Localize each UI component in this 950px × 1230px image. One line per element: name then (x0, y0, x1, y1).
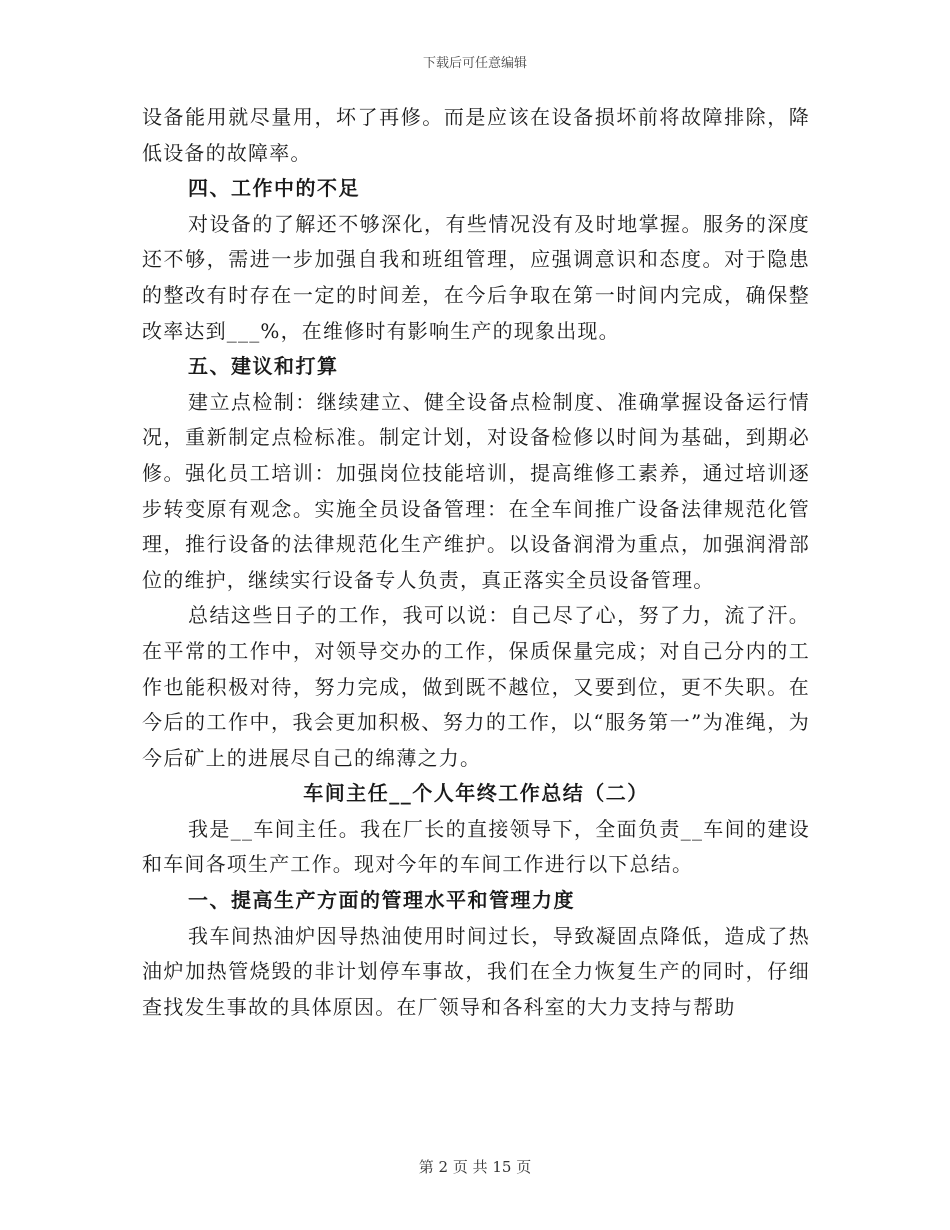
paragraph-management: 我车间热油炉因导热油使用时间过长，导致凝固点降低，造成了热油炉加热管烧毁的非计划停车事故，我们在全力恢复生产的同时，仔细查找发生事故的具体原因。在厂领导和各科室的大力支持与帮助 (142, 923, 810, 1019)
paragraph-suggestions: 建立点检制：继续建立、健全设备点检制度、准确掌握设备运行情况，重新制定点检标准。制定计划，对设备检修以时间为基础，到期必修。强化员工培训：加强岗位技能培训，提高维修工素养，通过培训逐步转变原有观念。实施全员设备管理：在全车间推广设备法律规范化管理，推行设备的法律规范化生产维护。以设备润滑为重点，加强润滑部位的维护，继续实行设备专人负责，真正落实全员设备管理。 (142, 389, 810, 592)
section-heading-management: 一、提高生产方面的管理水平和管理力度 (188, 888, 575, 913)
document-title-part-two: 车间主任__个人年终工作总结（二） (303, 781, 649, 806)
page-header: 下载后可任意编辑 (422, 56, 527, 71)
paragraph-shortcomings: 对设备的了解还不够深化，有些情况没有及时地掌握。服务的深度还不够，需进一步加强自我和班组管理，应强调意识和态度。对于隐患的整改有时存在一定的时间差，在今后争取在第一时间内完成，确保整改率达到___%，在维修时有影响生产的现象出现。 (142, 211, 810, 343)
section-heading-shortcomings: 四、工作中的不足 (188, 176, 360, 201)
section-heading-suggestions: 五、建议和打算 (188, 354, 339, 379)
page-number: 第 2 页 共 15 页 (418, 1158, 532, 1176)
paragraph-conclusion: 总结这些日子的工作，我可以说：自己尽了心，努了力，流了汗。在平常的工作中，对领导交办的工作，保质保量完成；对自己分内的工作也能积极对待，努力完成，做到既不越位，又要到位，更不失职。在今后的工作中，我会更加积极、努力的工作，以“服务第一”为准绳，为今后矿上的进展尽自己的绵薄之力。 (142, 603, 810, 770)
paragraph-introduction: 我是__车间主任。我在厂长的直接领导下，全面负责__车间的建设和车间各项生产工作。现对今年的车间工作进行以下总结。 (142, 816, 810, 877)
paragraph-continuation: 设备能用就尽量用，坏了再修。而是应该在设备损坏前将故障排除，降低设备的故障率。 (142, 105, 810, 165)
document-body (142, 100, 810, 1025)
